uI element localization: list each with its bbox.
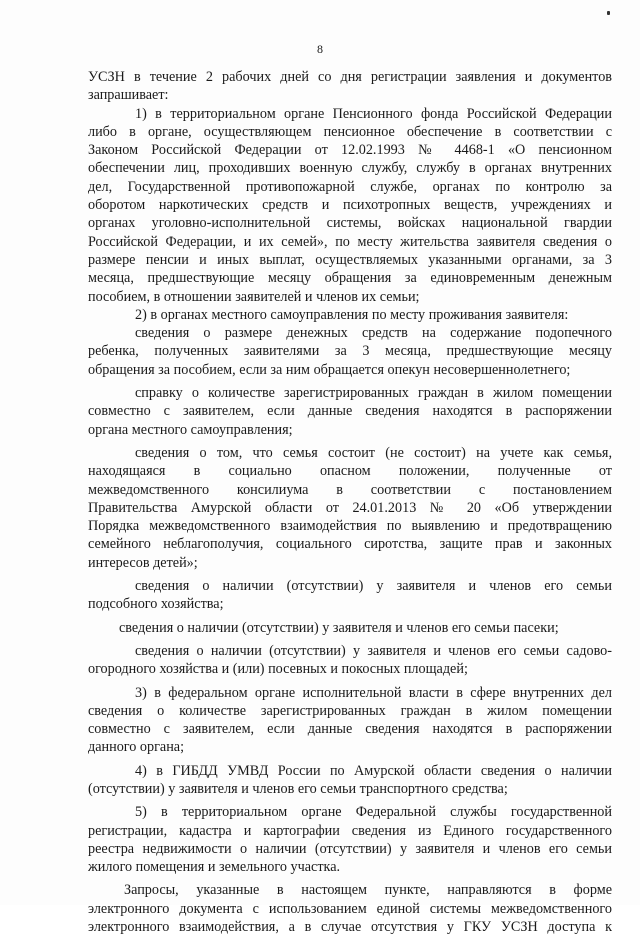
text-line: сведения о наличии (отсутствии) у заявителя и членов его семьи (135, 578, 612, 595)
text-line: дел, Государственной противопожарной службе, органах по контролю за (88, 178, 612, 195)
text-line: обеспечении лиц, проходивших военную службу, службу в органах внутренних (88, 160, 612, 177)
text-line: УСЗН в течение 2 рабочих дней со дня регистрации заявления и документов (88, 69, 612, 85)
text-line: сведения о том, что семья состоит (не состоит) на учете как семья, (135, 444, 612, 461)
text-line: Российской Федерации, и их семей», по месту жительства заявителя сведения о (88, 233, 612, 250)
text-line: Запросы, указанные в настоящем пункте, направляются в форме (124, 882, 612, 899)
document-body (88, 68, 612, 936)
text-line: (отсутствии) у заявителя и членов его семьи транспортного средства; (88, 780, 508, 797)
text-line: 1) в территориальном органе Пенсионного фонда Российской Федерации (135, 105, 612, 122)
text-line: пособием, в отношении заявителей и членов их семьи; (88, 288, 420, 305)
text-line: совместно с заявителем, если данные сведения находятся в распоряжении (88, 721, 612, 738)
text-line: огородного хозяйства и (или) посевных и покосных площадей; (88, 661, 468, 678)
text-line: Законом Российской Федерации от 12.02.1993 № 4468-1 «О пенсионном (88, 142, 612, 159)
text-line: интересов детей»; (88, 554, 198, 571)
text-line: 4) в ГИБДД УМВД России по Амурской области сведения о наличии (135, 762, 612, 779)
text-line: реестра недвижимости о наличии (отсутствии) у заявителя и членов его семьи (88, 840, 612, 857)
scan-speck (607, 11, 610, 15)
text-line: органах уголовно-исполнительной системы, войсках национальной гвардии (88, 215, 612, 232)
text-line: сведения о количестве зарегистрированных граждан в жилом помещении (88, 702, 612, 719)
text-line: электронного документа с использованием единой системы межведомственного (88, 900, 612, 917)
text-line: данного органа; (88, 739, 185, 756)
text-line: обращения за пособием, если за ним обращается опекун несовершеннолетнего; (88, 361, 571, 378)
text-line: 3) в федеральном органе исполнительной власти в сфере внутренних дел (135, 684, 612, 701)
text-line: семейного неблагополучия, социального сиротства, защите прав и законных (88, 536, 612, 553)
text-line: находящаяся в социально опасном положении, полученные от (88, 463, 612, 480)
text-line: 5) в территориальном органе Федеральной службы государственной (135, 804, 612, 821)
text-line: месяца, предшествующие месяцу обращения за единовременным денежным (88, 270, 612, 287)
text-line: 2) в органах местного самоуправления по месту проживания заявителя: (135, 306, 569, 323)
text-line: оборотом наркотических средств и психотропных веществ, учреждениях и (88, 197, 612, 214)
text-line: совместно с заявителем, если данные сведения находятся в распоряжении (88, 403, 612, 420)
text-line: межведомственного консилиума в соответствии с постановлением (88, 481, 612, 498)
text-line: сведения о наличии (отсутствии) у заявителя и членов его семьи садово- (135, 642, 612, 659)
text-line: органа местного самоуправления; (88, 421, 293, 438)
text-line: сведения о размере денежных средств на содержание подопечного (135, 325, 612, 342)
text-line: жилого помещения и земельного участка. (88, 859, 341, 876)
text-line: регистрации, кадастра и картографии сведения из Единого государственного (88, 822, 612, 839)
text-line: ребенка, полученных заявителями за 3 месяца, предшествующие месяцу (88, 343, 612, 360)
text-line: Правительства Амурской области от 24.01.2013 № 20 «Об утверждении (88, 499, 612, 516)
text-line: подсобного хозяйства; (88, 596, 224, 613)
text-line: либо в органе, осуществляющем пенсионное обеспечение в соответствии с (88, 123, 612, 140)
text-line: Порядка межведомственного взаимодействия по выявлению и предотвращению (88, 518, 612, 535)
text-line: запрашивает: (88, 87, 169, 104)
text-line: электронного взаимодействия, а в случае отсутствия у ГКУ УСЗН доступа к (88, 919, 612, 936)
page-number: 8 (317, 42, 323, 56)
text-line: размере пенсии и иных выплат, осуществляемых указанными органами, за 3 (88, 251, 612, 268)
text-line: справку о количестве зарегистрированных граждан в жилом помещении (135, 385, 612, 402)
text-line: сведения о наличии (отсутствии) у заявителя и членов его семьи пасеки; (119, 619, 559, 636)
